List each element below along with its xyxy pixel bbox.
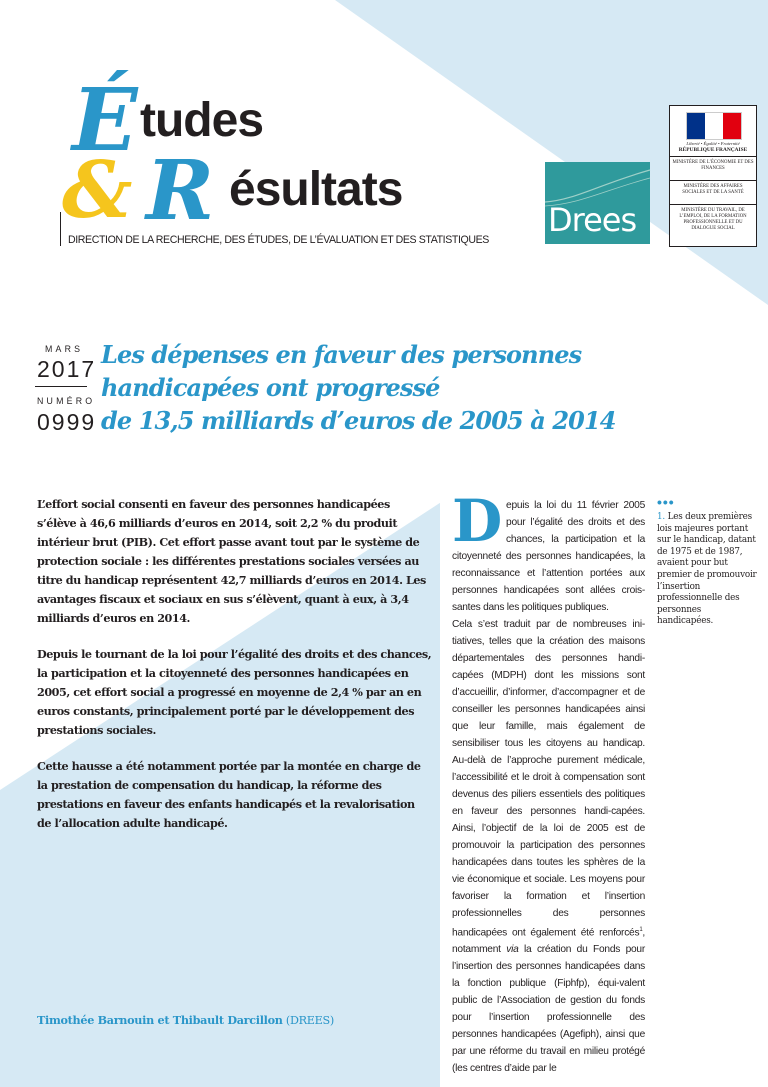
body-paragraph bbox=[452, 616, 645, 1077]
summary-paragraph: L’effort social consenti en faveur des personnes handicapées s’élève à 46,6 milliards d’euros en 2014, soit 2,2 % du produit intérieur brut (PIB). Cet effort passe avant tout par le système de protection sociale : les différentes prestations sociales versées au titre du handicap représentent 42,7 milliards d’euros en 2014. Les avantages fiscaux et sociaux en sus s’élèvent, quant à eux, à 3,4 milliards d’euros en 2014. bbox=[37, 497, 426, 625]
ministry-affaires-sociales: MINISTÈRE DES AFFAIRES SOCIALES ET DE LA SANTÉ bbox=[682, 184, 744, 195]
title-line: de 13,5 milliards d’euros de 2005 à 2014 bbox=[101, 406, 616, 435]
ministry-separator bbox=[670, 204, 756, 205]
issue-month: MARS bbox=[45, 344, 84, 354]
body-text-italic: via bbox=[506, 944, 519, 956]
logo-word-tudes: tudes bbox=[140, 94, 264, 147]
drop-cap: D bbox=[452, 487, 503, 555]
footnote-reference[interactable]: 1 bbox=[639, 927, 643, 933]
footnote-text: Les deux premières lois majeures portant sur le handicap, datant de 1975 et de 1987, avaient pour but premier de promouvoir l’insertion professionnelle des personnes handicapées. bbox=[657, 512, 757, 627]
title-line: handicapées ont progressé bbox=[101, 373, 440, 402]
drees-logo bbox=[545, 162, 650, 244]
body-text: Cela s’est traduit par de nombreuses ini-tiatives, telles que la création des maisons départementales des personnes handi-capées (MDPH) dont les missions sont d’accueillir, d’informer, d’accompagner et de conseiller les personnes handicapées ainsi que leur famille, mais également de sensibiliser tous les citoyens au handicap. Au-delà de l’approche purement médicale, l’accessibilité et le droit à compensation sont devenus des piliers essentiels des politiques en faveur des personnes handi-capées. Ainsi, l’objectif de la loi de 2005 est de promouvoir la participation des personnes handicapées dans toutes les sphères de la vie économique et sociale. Les moyens pour favoriser la formation et l’insertion professionnelles des personnes handicapées ont également été renforcés bbox=[452, 619, 645, 939]
ministry-separator bbox=[670, 180, 756, 181]
republic-name: RÉPUBLIQUE FRANÇAISE bbox=[678, 147, 748, 153]
author-line bbox=[37, 1013, 432, 1028]
masthead-subtitle: DIRECTION DE LA RECHERCHE, DES ÉTUDES, DE L’ÉVALUATION ET DES STATISTIQUES bbox=[68, 234, 489, 246]
body-text: la création du Fonds pour l’insertion des personnes handicapées dans la fonction publique (Fiphfp), équi-valent public de l’Association de gestion du fonds pour l’insertion professionnelle des personnes handicapées (Agefiph), ainsi que par une réforme du travail en milieu protégé (les centres d’aide par le bbox=[452, 944, 645, 1075]
issue-year: 2017 bbox=[37, 356, 97, 382]
ministry-block bbox=[669, 105, 757, 247]
summary bbox=[37, 495, 432, 850]
summary-paragraph: Depuis le tournant de la loi pour l’égalité des droits et des chances, la participation et la citoyenneté des personnes handicapées en 2005, cet effort social a progressé en moyenne de 2,4 % par an en euros constants, principalement porté par le développement des prestations sociales. bbox=[37, 647, 432, 737]
footnote-dots: ••• bbox=[657, 494, 675, 510]
author-names: Timothée Barnouin et Thibault Darcillon bbox=[37, 1013, 283, 1027]
issue-divider bbox=[35, 386, 87, 387]
logo-letter-r: R bbox=[146, 143, 215, 239]
footnote-number: 1. bbox=[657, 512, 665, 522]
ministry-economie: MINISTÈRE DE L’ÉCONOMIE ET DES FINANCES bbox=[672, 160, 754, 171]
title-line: Les dépenses en faveur des personnes bbox=[101, 340, 582, 369]
ministry-travail: MINISTÈRE DU TRAVAIL, DE L’EMPLOI, DE LA FORMATION PROFESSIONNELLE ET DU DIALOGUE SOCIAL bbox=[679, 208, 747, 231]
issue-number: 0999 bbox=[37, 409, 97, 435]
body-column bbox=[452, 487, 645, 1075]
issue-number-label: NUMÉRO bbox=[37, 396, 96, 406]
french-flag-icon bbox=[686, 112, 742, 140]
logo-word-esultats: ésultats bbox=[229, 163, 403, 216]
article-title bbox=[101, 338, 741, 437]
issue-info bbox=[0, 0, 100, 450]
author-affiliation: (DREES) bbox=[285, 1014, 334, 1027]
summary-paragraph: Cette hausse a été notamment portée par la montée en charge de la prestation de compensation du handicap, la réforme des prestations en faveur des enfants handicapés et la revalorisation de l’allocation adulte handicapé. bbox=[37, 759, 421, 830]
drees-wordmark: Drees bbox=[548, 201, 637, 239]
masthead bbox=[0, 0, 768, 260]
republic-motto: Liberté • Égalité • Fraternité bbox=[686, 141, 740, 146]
body-text: , notamment bbox=[452, 927, 645, 956]
logo-ampersand: & bbox=[62, 145, 133, 236]
footnote bbox=[657, 512, 757, 628]
logo-letter-e: É bbox=[72, 70, 138, 171]
ministry-separator bbox=[670, 156, 756, 157]
body-paragraph: epuis la loi du 11 février 2005 pour l’égalité des droits et des chances, la participation et la citoyenneté des personnes handicapées, la reconnaissance et l’attention portées aux personnes handicapées sont allées crois-santes dans les politiques publiques. bbox=[452, 500, 645, 613]
